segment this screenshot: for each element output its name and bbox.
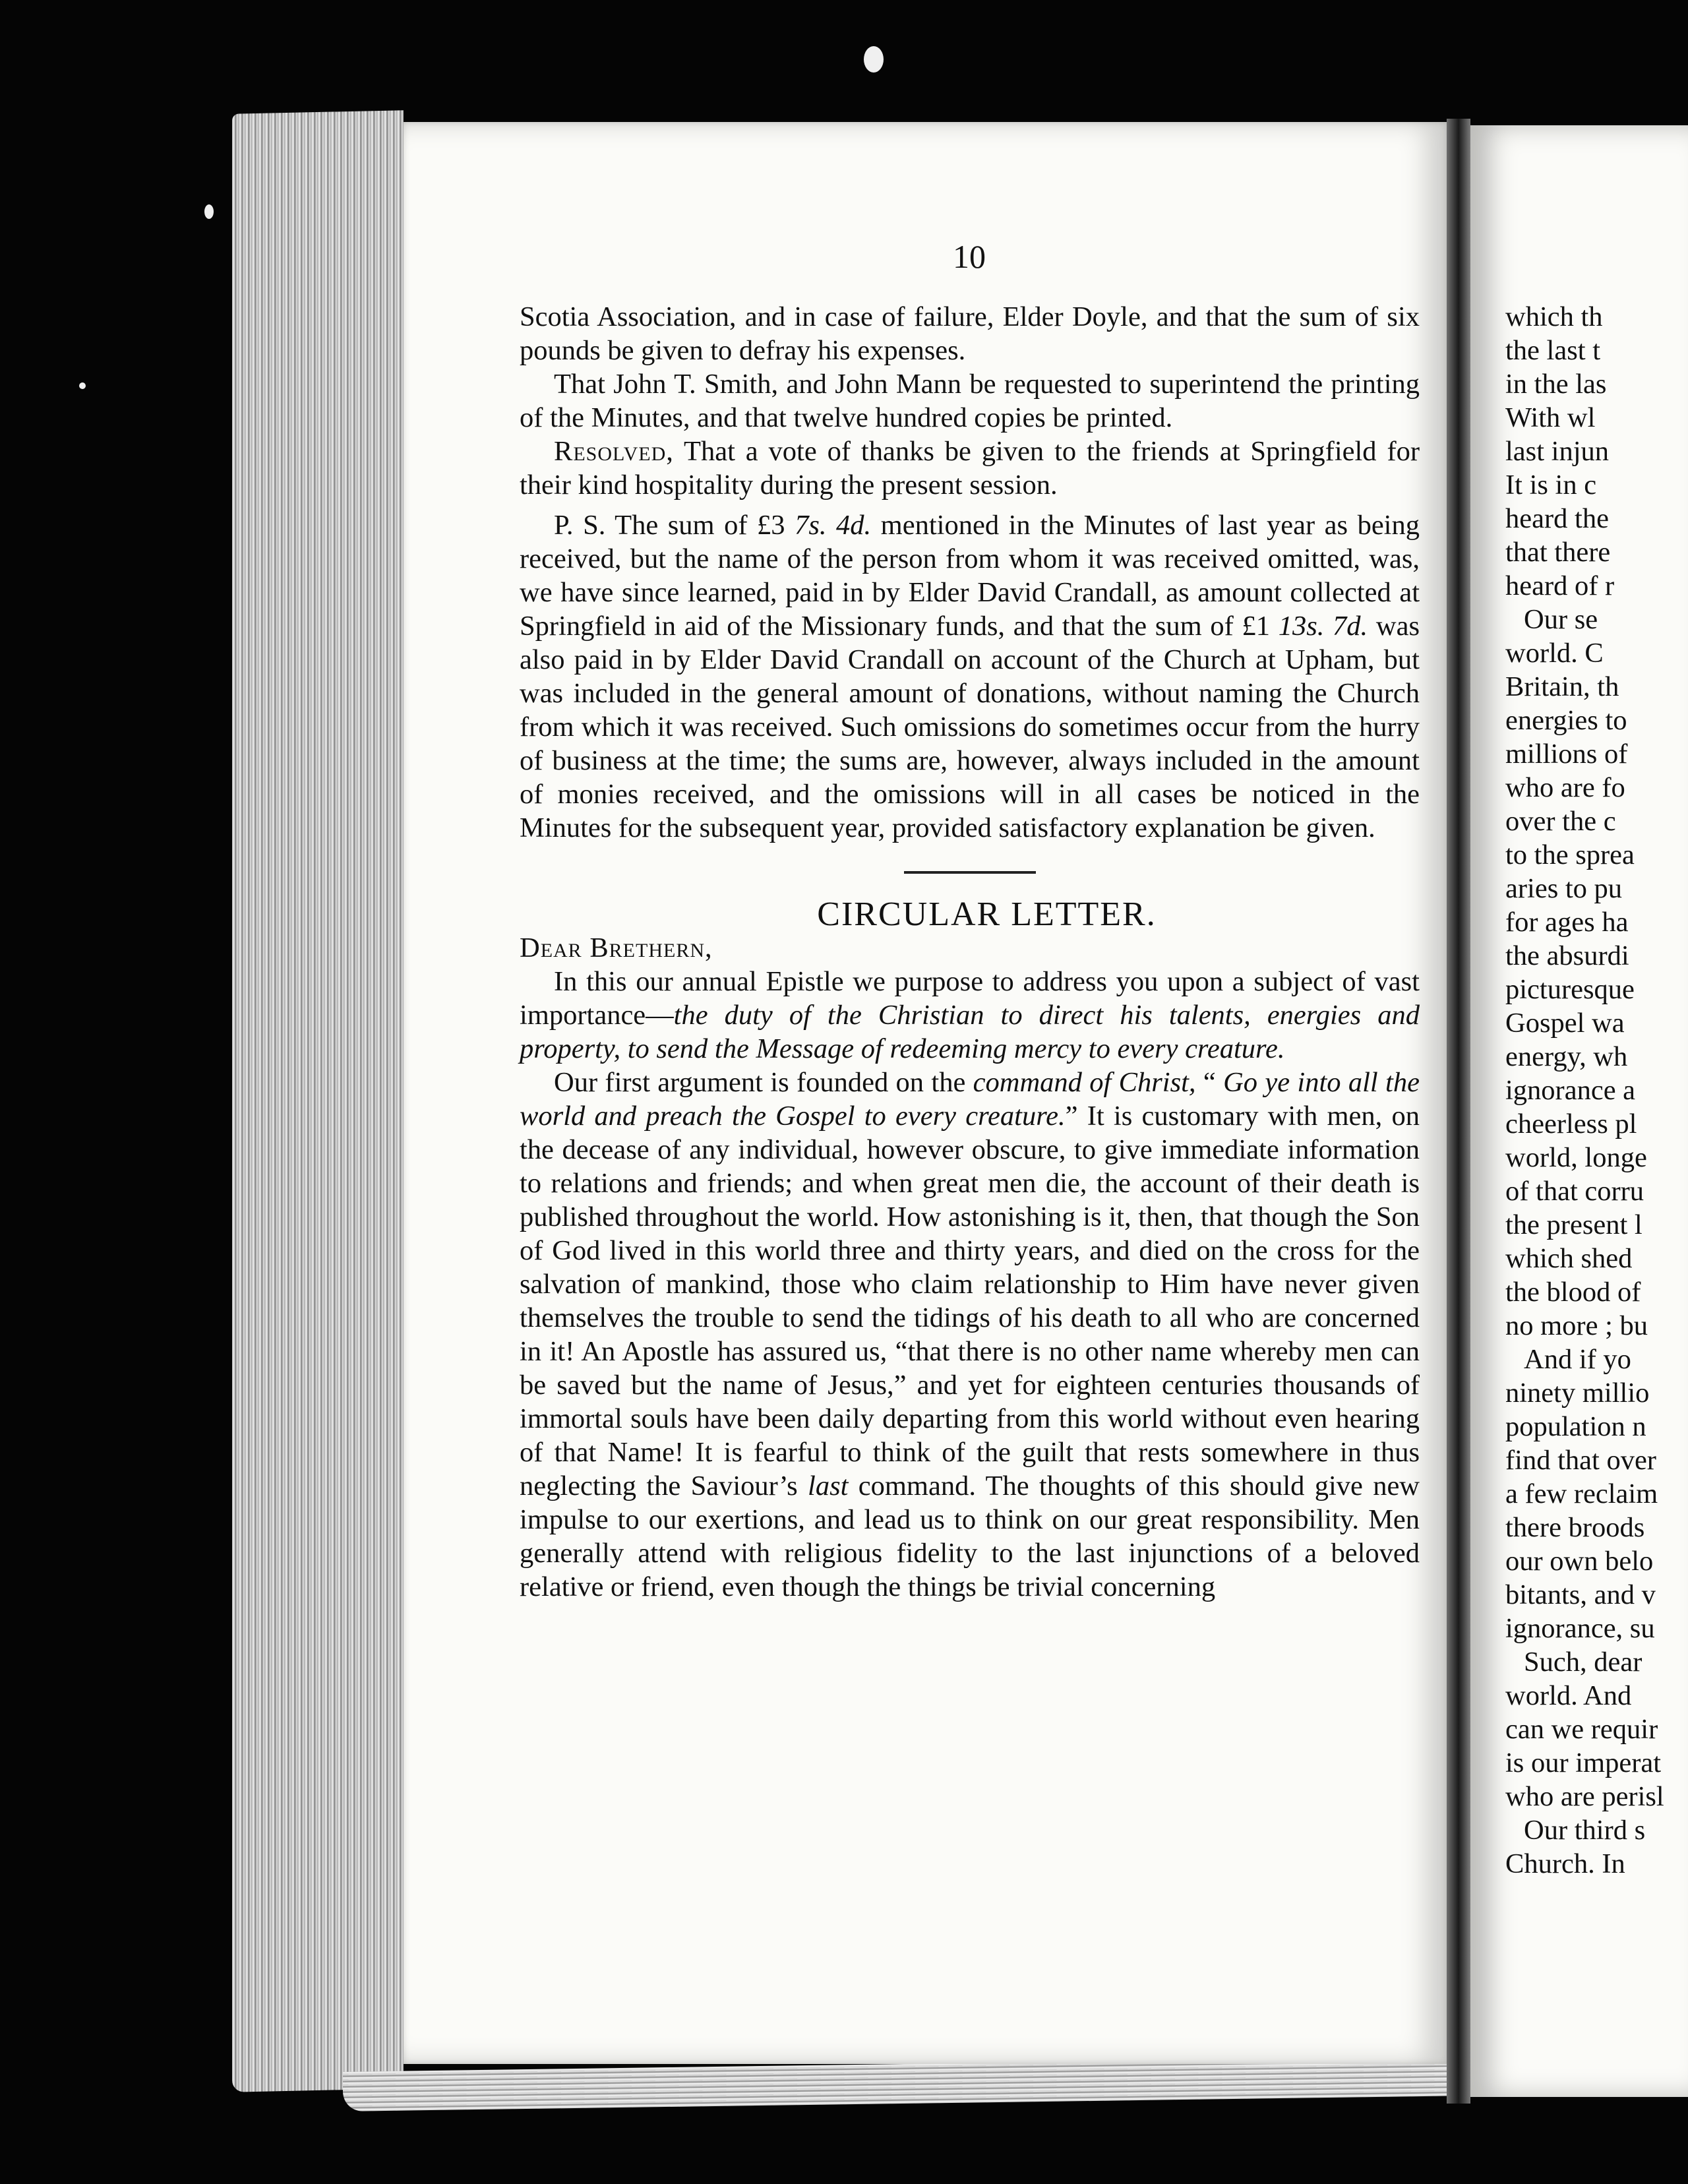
right-page-line: Our se — [1524, 604, 1598, 635]
right-page-line: ninety millio — [1505, 1378, 1650, 1409]
right-page-line: Our third s — [1524, 1815, 1646, 1846]
paragraph: Scotia Association, and in case of failure, Elder Doyle, and that the sum of six pounds be given to defray his expenses. — [520, 301, 1420, 366]
paragraph — [520, 435, 1420, 502]
right-page-line: find that over — [1505, 1445, 1656, 1476]
right-page-line: And if yo — [1524, 1344, 1631, 1375]
amount-italic: 13s. 7d. — [1278, 611, 1368, 642]
right-page-line: world. C — [1505, 638, 1604, 669]
paragraph-text: P. S. The sum of £3 — [554, 510, 795, 541]
right-page-line: energies to — [1505, 705, 1627, 736]
right-page-line: last injun — [1505, 436, 1610, 467]
page-edges-bottom — [343, 2056, 1464, 2111]
resolved-lead: Resolved, — [554, 436, 674, 467]
right-page-line: that there — [1505, 537, 1611, 568]
dust-speck — [204, 204, 214, 219]
right-page-line: picturesque — [1505, 974, 1635, 1005]
book-gutter — [1447, 119, 1470, 2104]
right-page-line: Church. In — [1505, 1848, 1625, 1879]
right-page-line: can we requir — [1505, 1714, 1658, 1745]
right-page-line: a few reclaim — [1505, 1478, 1658, 1509]
right-page-text — [1505, 300, 1688, 1881]
right-page-line: of that corru — [1505, 1176, 1644, 1207]
page-number: 10 — [953, 238, 986, 275]
paragraph-text: mentioned in the Minutes of last year as being received, but the name of the person from whom it was received omitted, was, we have since learned, paid in by Elder David Crandall, as amount collected at Springfield in aid of the Missionary funds, and that the sum of £1 — [520, 510, 1420, 642]
right-page-line: bitants, and v — [1505, 1579, 1656, 1610]
right-page-line: ignorance, su — [1505, 1613, 1655, 1644]
right-page-line: cheerless pl — [1505, 1108, 1637, 1139]
right-page-line: heard of r — [1505, 570, 1615, 601]
right-page-line: which th — [1505, 301, 1603, 332]
right-page-line: is our imperat — [1505, 1747, 1662, 1778]
paragraph-text: Our first argument is founded on the — [554, 1067, 973, 1098]
paragraph-text: That a vote of thanks be given to the friends at Springfield for their kind hospitality during the present session. — [520, 436, 1420, 501]
paragraph-text: was also paid in by Elder David Crandall on account of the Church at Upham, but was included in the general amount of donations, without naming the Church from which it was received. Such omissions do sometimes occur from the hurry of business at the time; the sums are, however, always included in the amount of monies received, and the omissions will in all cases be noticed in the Minutes for the subsequent year, provided satisfactory explanation be given. — [520, 611, 1420, 843]
right-page-line: ignorance a — [1505, 1075, 1636, 1106]
emphasis-italic: last — [808, 1471, 849, 1502]
right-page-line: our own belo — [1505, 1546, 1654, 1577]
left-page-text — [520, 300, 1420, 1604]
right-page-line: for ages ha — [1505, 907, 1629, 938]
paragraph — [520, 965, 1420, 1066]
right-page-line: who are perisl — [1505, 1781, 1664, 1812]
right-page-line: Britain, th — [1505, 671, 1619, 702]
right-page-line: world. And — [1505, 1680, 1632, 1711]
section-heading: CIRCULAR LETTER. — [817, 895, 1157, 933]
right-page-line: the blood of — [1505, 1277, 1641, 1308]
paragraph-text: ” It is customary with men, on the decease of any individual, however obscure, to give immediate information to relations and friends; and when great men die, the account of their death is published throughout the world. How astonishing is it, then, that though the Son of God lived in this world three and thirty years, and died on the cross for the salvation of mankind, those who claim relationship to Him have never given themselves the trouble to send the tidings of his death to all who are concerned in it! An Apostle has assured us, “that there is no other name whereby men can be saved but the name of Jesus,” and yet for eighteen centuries thousands of immortal souls have been daily departing from this world without even hearing of that Name! It is fearful to think of the guilt that rests somewhere in thus neglecting the Saviour’s — [520, 1101, 1420, 1502]
paragraph — [520, 1066, 1420, 1604]
right-page-line: heard the — [1505, 503, 1609, 534]
quotation-italic: Go ye into all the world and preach the Gospel to every creature. — [520, 1067, 1420, 1132]
emphasis-italic: command of Christ, — [973, 1067, 1196, 1098]
right-page-line: in the las — [1505, 369, 1607, 400]
section-divider — [904, 871, 1036, 874]
right-page-line: It is in c — [1505, 470, 1597, 501]
right-page-line: the present l — [1505, 1209, 1643, 1240]
paragraph-text: In this our annual Epistle we purpose to address you upon a subject of vast importance— — [520, 966, 1420, 1031]
right-page-line: there broods — [1505, 1512, 1645, 1543]
page-edges — [232, 110, 404, 2092]
emphasis-italic: the duty of the Christian to direct his talents, energies and property, to send the Message of redeeming mercy to every creature. — [520, 1000, 1420, 1064]
right-page-line: energy, wh — [1505, 1041, 1628, 1072]
right-page-line: over the c — [1505, 806, 1616, 837]
right-page-line: world, longe — [1505, 1142, 1647, 1173]
right-page-line: population n — [1505, 1411, 1646, 1442]
right-page-line: who are fo — [1505, 772, 1625, 803]
amount-italic: 7s. 4d. — [795, 510, 872, 541]
dust-speck — [864, 46, 884, 73]
right-page-line: to the sprea — [1505, 839, 1635, 870]
paragraph-text: command. The thoughts of this should give new impulse to our exertions, and lead us to think on our great responsibility. Men generally attend with religious fidelity to the last injunctions of a beloved relative or friend, even though the things be trivial concerning — [520, 1471, 1420, 1602]
salutation: Dear Brethern, — [520, 932, 713, 963]
right-page-line: the absurdi — [1505, 940, 1629, 971]
right-page-line: millions of — [1505, 739, 1628, 770]
right-page-line: aries to pu — [1505, 873, 1623, 904]
paragraph: That John T. Smith, and John Mann be requested to superintend the printing of the Minutes, and that twelve hundred copies be printed. — [520, 369, 1420, 433]
right-page-line: no more ; bu — [1505, 1310, 1648, 1341]
right-page-line: Gospel wa — [1505, 1008, 1625, 1039]
right-page-line: which shed — [1505, 1243, 1633, 1274]
right-page-line: the last t — [1505, 335, 1600, 366]
right-page-line: Such, dear — [1524, 1647, 1643, 1678]
paragraph — [520, 508, 1420, 845]
dust-speck — [79, 382, 86, 389]
paragraph-text: “ — [1195, 1067, 1224, 1098]
right-page-line: With wl — [1505, 402, 1596, 433]
